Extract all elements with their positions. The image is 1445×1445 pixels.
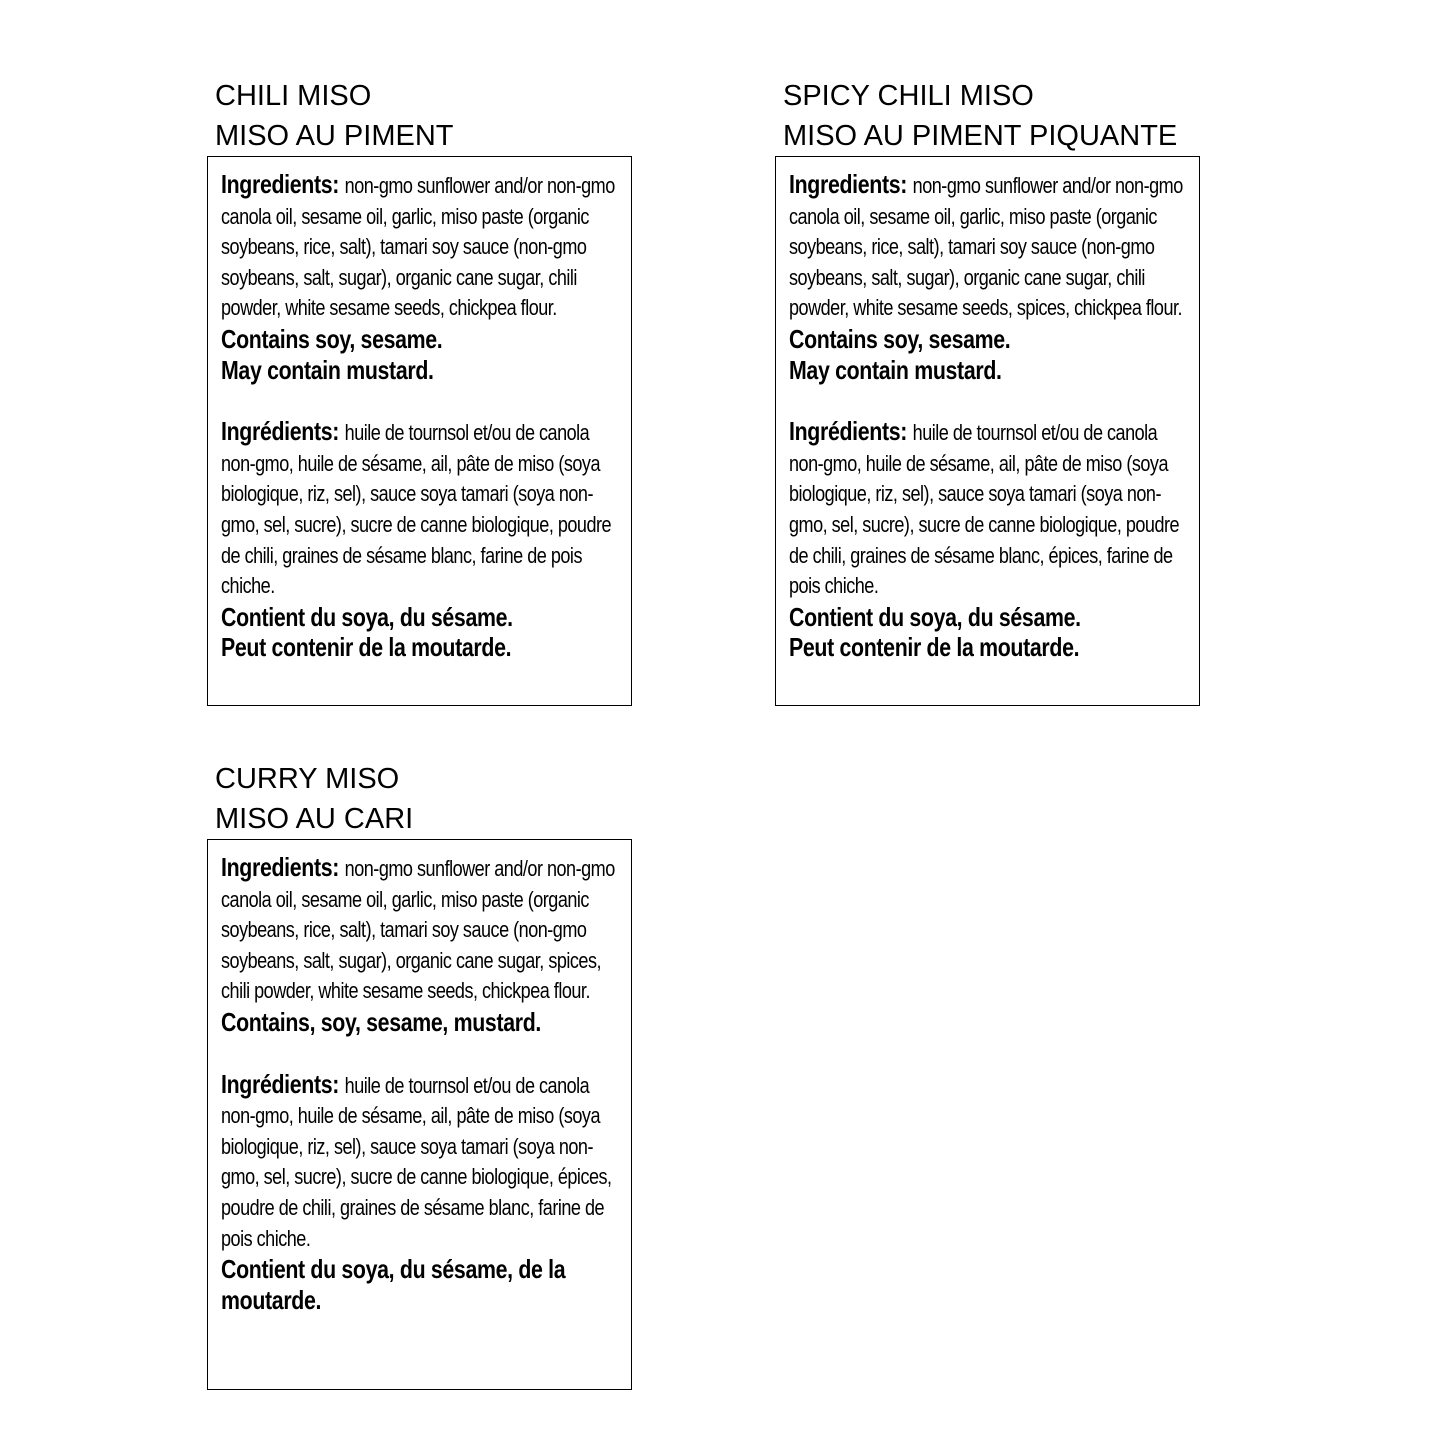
ingredients-text: huile de tournsol et/ou de canola non-gmo, huile de sésame, ail, pâte de miso (soya biologique, riz, sel), sauce soya tamari (soya non-gmo, sel, sucre), sucre de canne biologique, poudre de chili, graines de sésame blanc, farine de pois chiche. <box>221 420 612 599</box>
product-title-en: CURRY MISO <box>215 763 400 795</box>
may-contain-statement: May contain mustard. <box>221 354 434 385</box>
ingredients-en <box>789 169 1191 385</box>
spacer <box>221 1038 623 1069</box>
ingredients-text: huile de tournsol et/ou de canola non-gmo, huile de sésame, ail, pâte de miso (soya biologique, riz, sel), sauce soya tamari (soya non-gmo, sel, sucre), sucre de canne biologique, épices, poudre de chili, graines de sésame blanc, farine de pois chiche. <box>221 1072 612 1251</box>
ingredients-text: non-gmo sunflower and/or non-gmo canola oil, sesame oil, garlic, miso paste (organic soybeans, rice, salt), tamari soy sauce (non-gmo soybeans, salt, sugar), organic cane sugar, spices, chili powder, white sesame seeds, chickpea flour. <box>221 856 615 1004</box>
ingredients-text: huile de tournsol et/ou de canola non-gmo, huile de sésame, ail, pâte de miso (soya biologique, riz, sel), sauce soya tamari (soya non-gmo, sel, sucre), sucre de canne biologique, poudre de chili, graines de sésame blanc, épices, farine de pois chiche. <box>789 420 1180 599</box>
ingredients-heading: Ingrédients: <box>221 1068 345 1099</box>
allergen-statement: Contains soy, sesame. <box>789 323 1011 354</box>
allergen-statement: Contient du soya, du sésame. <box>789 601 1081 632</box>
product-spicy-chili-miso <box>775 76 1215 706</box>
allergen-statement: Contains soy, sesame. <box>221 323 443 354</box>
spacer <box>789 385 1191 416</box>
product-title-fr: MISO AU PIMENT PIQUANTE <box>783 120 1178 152</box>
ingredients-fr <box>789 416 1191 663</box>
product-chili-miso <box>207 76 647 706</box>
may-contain-statement: Peut contenir de la moutarde. <box>789 632 1080 663</box>
allergen-statement: Contient du soya, du sésame. <box>221 601 513 632</box>
ingredients-en <box>221 169 623 385</box>
allergen-statement: Contient du soya, du sésame, de la moutarde. <box>221 1254 566 1315</box>
ingredients-heading: Ingredients: <box>221 169 345 199</box>
allergen-statement: Contains, soy, sesame, mustard. <box>221 1006 542 1037</box>
ingredients-en <box>221 852 623 1038</box>
ingredients-label-box <box>207 839 632 1390</box>
ingredients-text: non-gmo sunflower and/or non-gmo canola oil, sesame oil, garlic, miso paste (organic soybeans, rice, salt), tamari soy sauce (non-gmo soybeans, salt, sugar), organic cane sugar, chili powder, white sesame seeds, spices, chickpea flour. <box>789 173 1183 321</box>
ingredients-fr <box>221 416 623 663</box>
product-title-fr: MISO AU PIMENT <box>215 120 454 152</box>
product-title-en: SPICY CHILI MISO <box>783 80 1034 112</box>
ingredients-text: non-gmo sunflower and/or non-gmo canola oil, sesame oil, garlic, miso paste (organic soybeans, rice, salt), tamari soy sauce (non-gmo soybeans, salt, sugar), organic cane sugar, chili powder, white sesame seeds, chickpea flour. <box>221 173 615 321</box>
may-contain-statement: May contain mustard. <box>789 354 1002 385</box>
ingredients-heading: Ingrédients: <box>221 416 345 447</box>
may-contain-statement: Peut contenir de la moutarde. <box>221 632 512 663</box>
spacer <box>221 385 623 416</box>
product-curry-miso <box>207 759 647 1390</box>
ingredients-heading: Ingredients: <box>789 169 913 199</box>
product-title-en: CHILI MISO <box>215 80 372 112</box>
ingredients-fr <box>221 1069 623 1316</box>
ingredients-heading: Ingrédients: <box>789 416 913 447</box>
product-title-fr: MISO AU CARI <box>215 803 414 835</box>
ingredients-label-box <box>775 156 1200 706</box>
spacer <box>221 1315 623 1375</box>
ingredients-label-box <box>207 156 632 706</box>
ingredients-heading: Ingredients: <box>221 852 345 882</box>
